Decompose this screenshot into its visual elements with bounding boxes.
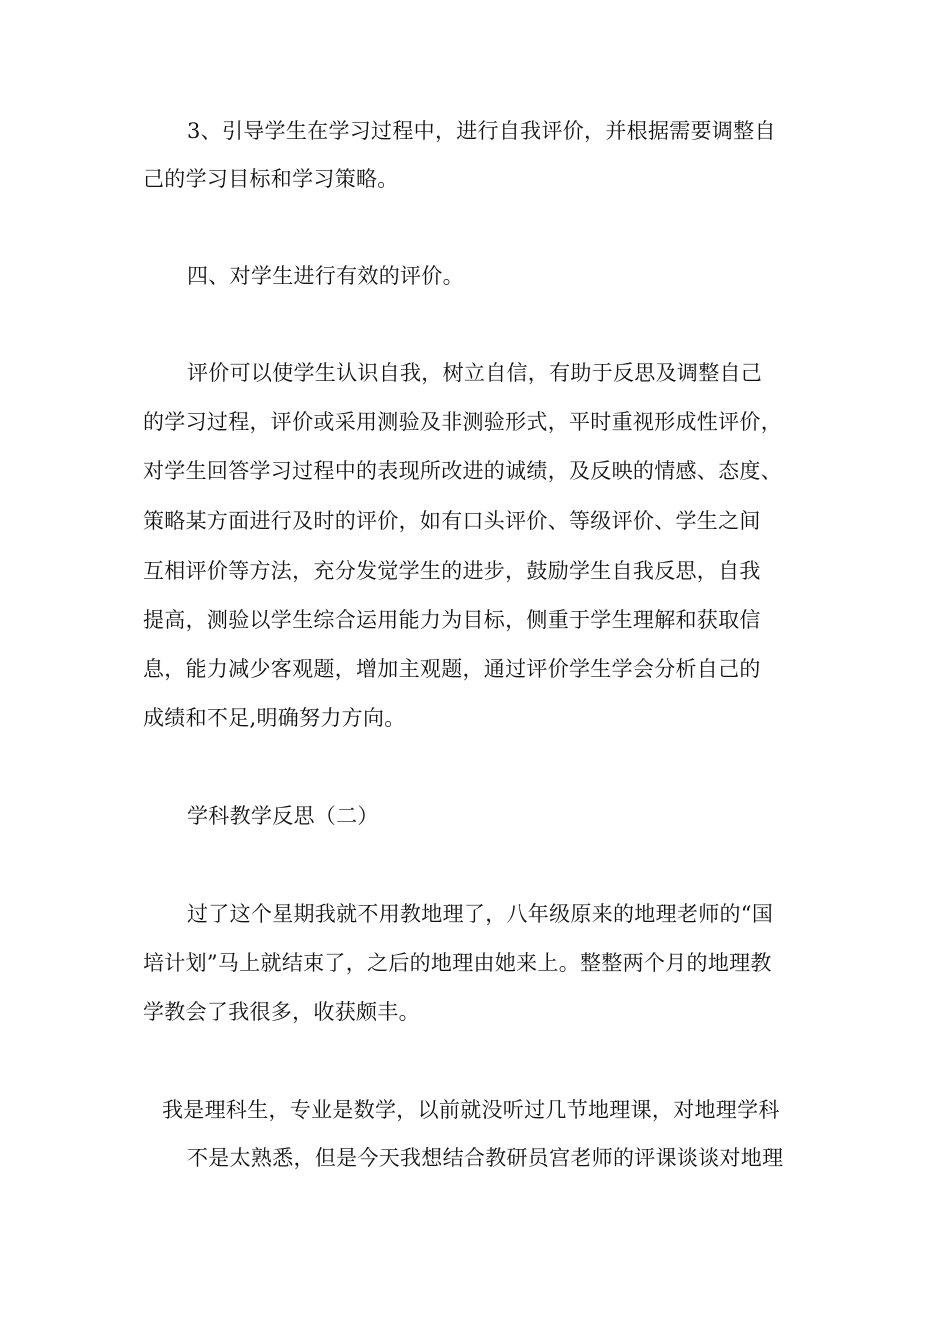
- text-line: 互相评价等方法，充分发觉学生的进步，鼓励学生自我反思，自我: [143, 559, 761, 583]
- text-line: 提高，测验以学生综合运用能力为目标，侧重于学生理解和获取信: [143, 608, 761, 632]
- text-line: 己的学习目标和学习策略。: [143, 167, 399, 191]
- text-line: 学教会了我很多，收获颇丰。: [143, 1000, 420, 1024]
- text-line: 3、引导学生在学习过程中，进行自我评价，并根据需要调整自: [187, 119, 776, 143]
- text-line: 成绩和不足,明确努力方向。: [143, 706, 406, 730]
- text-line: 我是理科生，专业是数学，以前就没听过几节地理课，对地理学科: [162, 1098, 780, 1122]
- text-line: 策略某方面进行及时的评价，如有口头评价、等级评价、学生之间: [143, 509, 761, 533]
- document-title: 学科教学反思（二）: [187, 804, 379, 828]
- text-line: 评价可以使学生认识自我，树立自信，有助于反思及调整自己: [187, 361, 763, 385]
- section-heading: 四、对学生进行有效的评价。: [187, 264, 464, 288]
- text-line: 不是太熟悉，但是今天我想结合教研员宫老师的评课谈谈对地理: [187, 1146, 784, 1170]
- text-line: 的学习过程，评价或采用测验及非测验形式，平时重视形成性评价，: [143, 410, 782, 434]
- text-line: 息，能力减少客观题，增加主观题，通过评价学生学会分析自己的: [143, 657, 761, 681]
- text-line: 培计划”马上就结束了，之后的地理由她来上。整整两个月的地理教: [143, 951, 772, 975]
- text-line: 对学生回答学习过程中的表现所改进的诚绩，及反映的情感、态度、: [143, 459, 782, 483]
- text-line: 过了这个星期我就不用教地理了，八年级原来的地理老师的“国: [187, 902, 774, 926]
